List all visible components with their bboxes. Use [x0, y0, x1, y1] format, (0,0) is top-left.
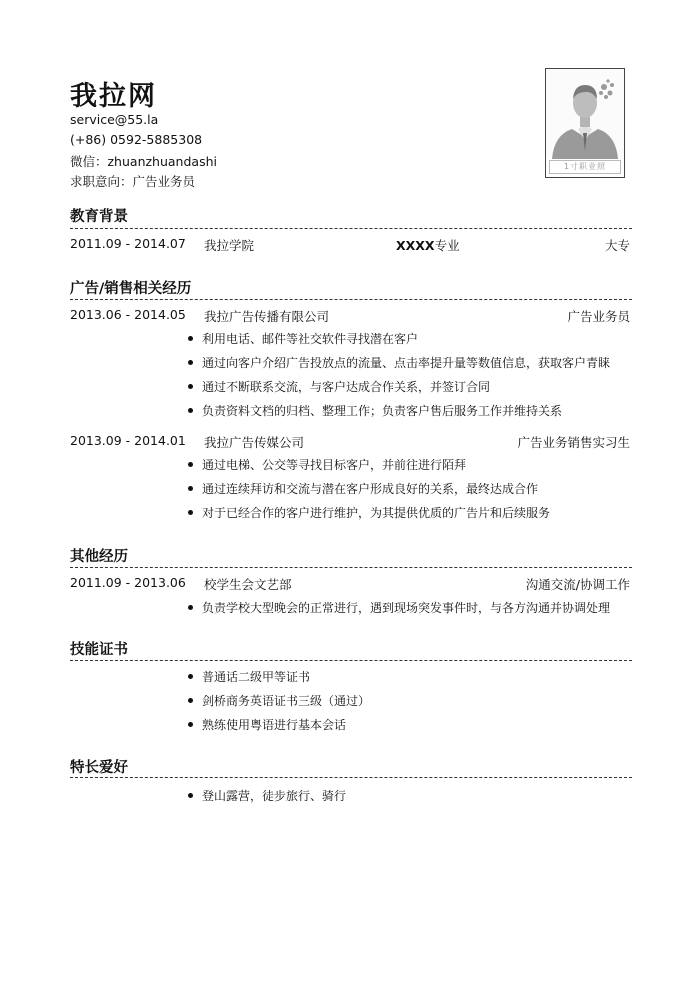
- job-company: 我拉广告传播有限公司: [204, 309, 330, 324]
- bullet-icon: [188, 408, 193, 413]
- degree: 大专: [604, 238, 630, 253]
- bullet-icon: [188, 722, 193, 727]
- other-org: 校学生会文艺部: [204, 577, 292, 592]
- list-item: 通过不断联系交流，与客户达成合作关系，并签订合同: [188, 378, 490, 395]
- list-item: 普通话二级甲等证书: [188, 668, 310, 685]
- other-row: [70, 575, 630, 595]
- resume-name: 我拉网: [70, 81, 157, 112]
- major-suffix: 专业: [434, 238, 460, 253]
- major: [396, 236, 460, 254]
- education-title: 教育背景: [70, 209, 128, 225]
- list-item: 对于已经合作的客户进行维护，为其提供优质的广告片和后续服务: [188, 504, 550, 521]
- job-date: 2013.09 - 2014.01: [70, 433, 186, 448]
- list-item: 负责学校大型晚会的正常进行，遇到现场突发事件时，与各方沟通并协调处理: [188, 599, 610, 616]
- skills-divider: [70, 660, 632, 661]
- hobbies-title: 特长爱好: [70, 760, 128, 776]
- bullet-icon: [188, 336, 193, 341]
- job-row: [70, 433, 630, 453]
- bullet-icon: [188, 793, 193, 798]
- job-date: 2013.06 - 2014.05: [70, 307, 186, 322]
- phone: (+86) 0592-5885308: [70, 132, 203, 147]
- list-item: 通过电梯、公交等寻找目标客户，并前往进行陌拜: [188, 456, 466, 473]
- hobbies-divider: [70, 777, 632, 778]
- job-objective: 求职意向：广告业务员: [70, 174, 196, 189]
- list-item: 通过向客户介绍广告投放点的流量、点击率提升量等数值信息，获取客户青睐: [188, 354, 610, 371]
- education-date: 2011.09 - 2014.07: [70, 236, 186, 251]
- list-item: 登山露营，徒步旅行、骑行: [188, 787, 346, 804]
- job-role: 广告业务销售实习生: [517, 435, 630, 450]
- other-experience-title: 其他经历: [70, 549, 128, 565]
- experience-divider: [70, 299, 632, 300]
- person-silhouette-icon: [546, 69, 624, 159]
- bullet-icon: [188, 674, 193, 679]
- bullet-icon: [188, 486, 193, 491]
- education-divider: [70, 228, 632, 229]
- photo-label: 1寸职业照: [549, 160, 621, 174]
- list-item: 熟练使用粤语进行基本会话: [188, 716, 346, 733]
- experience-title: 广告/销售相关经历: [70, 281, 192, 297]
- bullet-icon: [188, 360, 193, 365]
- other-date: 2011.09 - 2013.06: [70, 575, 186, 590]
- bullet-icon: [188, 384, 193, 389]
- email: service@55.la: [70, 112, 159, 127]
- job-role: 广告业务员: [567, 309, 630, 324]
- bullet-icon: [188, 462, 193, 467]
- school-name: 我拉学院: [204, 238, 255, 253]
- wechat: 微信：zhuanzhuandashi: [70, 154, 217, 169]
- job-company: 我拉广告传媒公司: [204, 435, 305, 450]
- list-item: 通过连续拜访和交流与潜在客户形成良好的关系，最终达成合作: [188, 480, 538, 497]
- profile-photo: [545, 68, 625, 178]
- list-item: 负责资料文档的归档、整理工作；负责客户售后服务工作并维持关系: [188, 402, 562, 419]
- bullet-icon: [188, 510, 193, 515]
- list-item: 剑桥商务英语证书三级（通过）: [188, 692, 370, 709]
- bullet-icon: [188, 605, 193, 610]
- other-experience-divider: [70, 567, 632, 568]
- bullet-icon: [188, 698, 193, 703]
- job-row: [70, 307, 630, 327]
- skills-title: 技能证书: [70, 642, 128, 658]
- other-role: 沟通交流/协调工作: [525, 577, 630, 592]
- list-item: 利用电话、邮件等社交软件寻找潜在客户: [188, 330, 418, 347]
- education-row: [70, 236, 630, 256]
- major-code: XXXX: [396, 238, 435, 253]
